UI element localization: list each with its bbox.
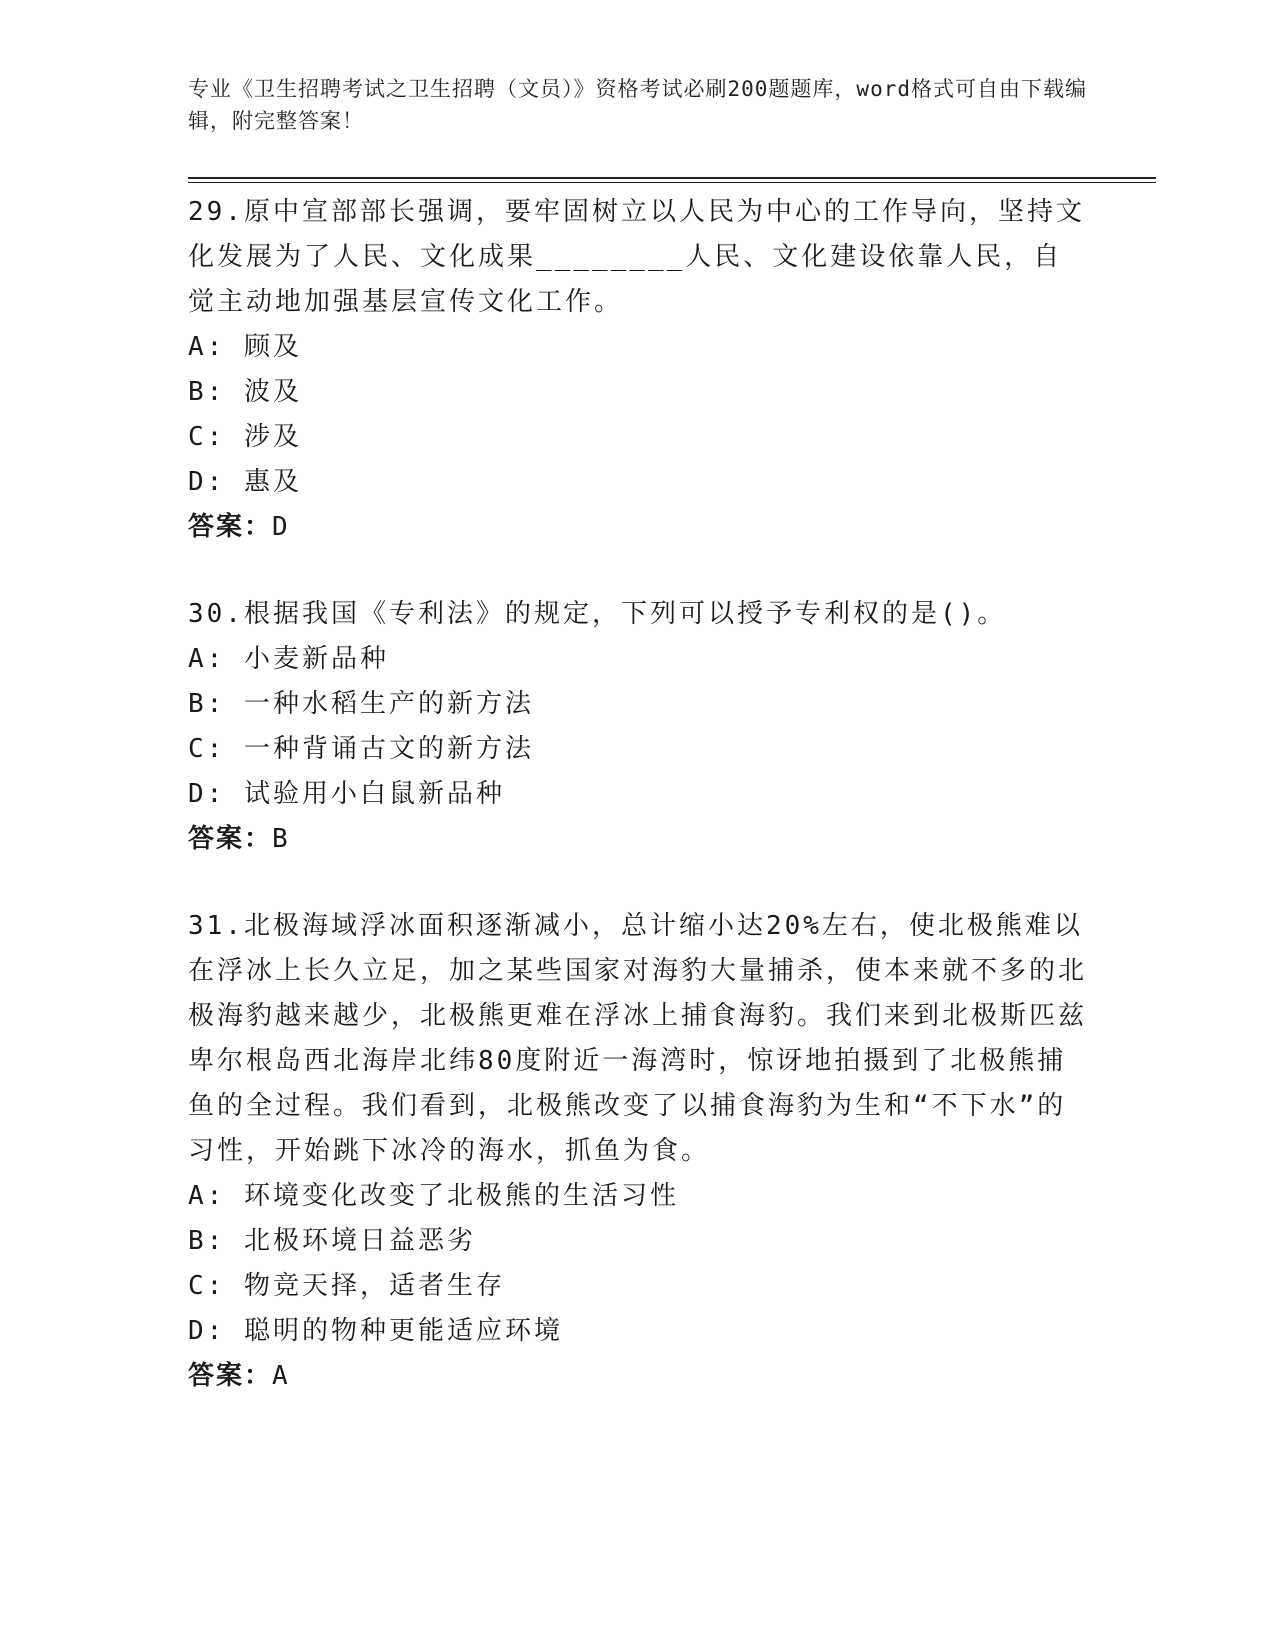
option-b: B: 北极环境日益恶劣 bbox=[188, 1226, 476, 1256]
option-b: B: 一种水稻生产的新方法 bbox=[188, 689, 534, 719]
option-d: D: 聪明的物种更能适应环境 bbox=[188, 1316, 563, 1346]
question-31 bbox=[188, 904, 1088, 1399]
header-divider bbox=[188, 177, 1156, 183]
question-list bbox=[188, 190, 1088, 1441]
answer-value: D bbox=[272, 512, 290, 542]
option-a: A: 小麦新品种 bbox=[188, 644, 389, 674]
question-text: 29.原中宣部部长强调，要牢固树立以人民为中心的工作导向，坚持文化发展为了人民、文化成果________人民、文化建设依靠人民，自觉主动地加强基层宣传文化工作。 bbox=[188, 197, 1085, 317]
option-c: C: 涉及 bbox=[188, 422, 302, 452]
option-d: D: 惠及 bbox=[188, 467, 302, 497]
question-text: 31.北极海域浮冰面积逐渐减小，总计缩小达20%左右，使北极熊难以在浮冰上长久立足，加之某些国家对海豹大量捕杀，使本来就不多的北极海豹越来越少，北极熊更难在浮冰上捕食海豹。我们来到北极斯匹兹卑尔根岛西北海岸北纬80度附近一海湾时，惊讶地拍摄到了北极熊捕鱼的全过程。我们看到，北极熊改变了以捕食海豹为生和“不下水”的习性，开始跳下冰冷的海水，抓鱼为食。 bbox=[188, 911, 1088, 1166]
question-30 bbox=[188, 592, 1088, 862]
answer-line bbox=[188, 817, 1088, 862]
answer-label: 答案： bbox=[188, 824, 273, 854]
answer-line bbox=[188, 505, 1088, 550]
option-c: C: 一种背诵古文的新方法 bbox=[188, 734, 534, 764]
option-b: B: 波及 bbox=[188, 377, 302, 407]
option-d: D: 试验用小白鼠新品种 bbox=[188, 779, 505, 809]
option-a: A: 环境变化改变了北极熊的生活习性 bbox=[188, 1181, 679, 1211]
answer-value: B bbox=[272, 824, 290, 854]
question-29 bbox=[188, 190, 1088, 550]
answer-label: 答案： bbox=[188, 512, 273, 542]
question-text: 30.根据我国《专利法》的规定，下列可以授予专利权的是()。 bbox=[188, 599, 1007, 629]
page-header: 专业《卫生招聘考试之卫生招聘（文员）》资格考试必刷200题题库，word格式可自由下载编辑，附完整答案！ bbox=[188, 77, 1087, 133]
option-a: A: 顾及 bbox=[188, 332, 302, 362]
answer-line bbox=[188, 1354, 1088, 1399]
answer-value: A bbox=[272, 1361, 290, 1391]
option-c: C: 物竞天择，适者生存 bbox=[188, 1271, 505, 1301]
answer-label: 答案： bbox=[188, 1361, 273, 1391]
